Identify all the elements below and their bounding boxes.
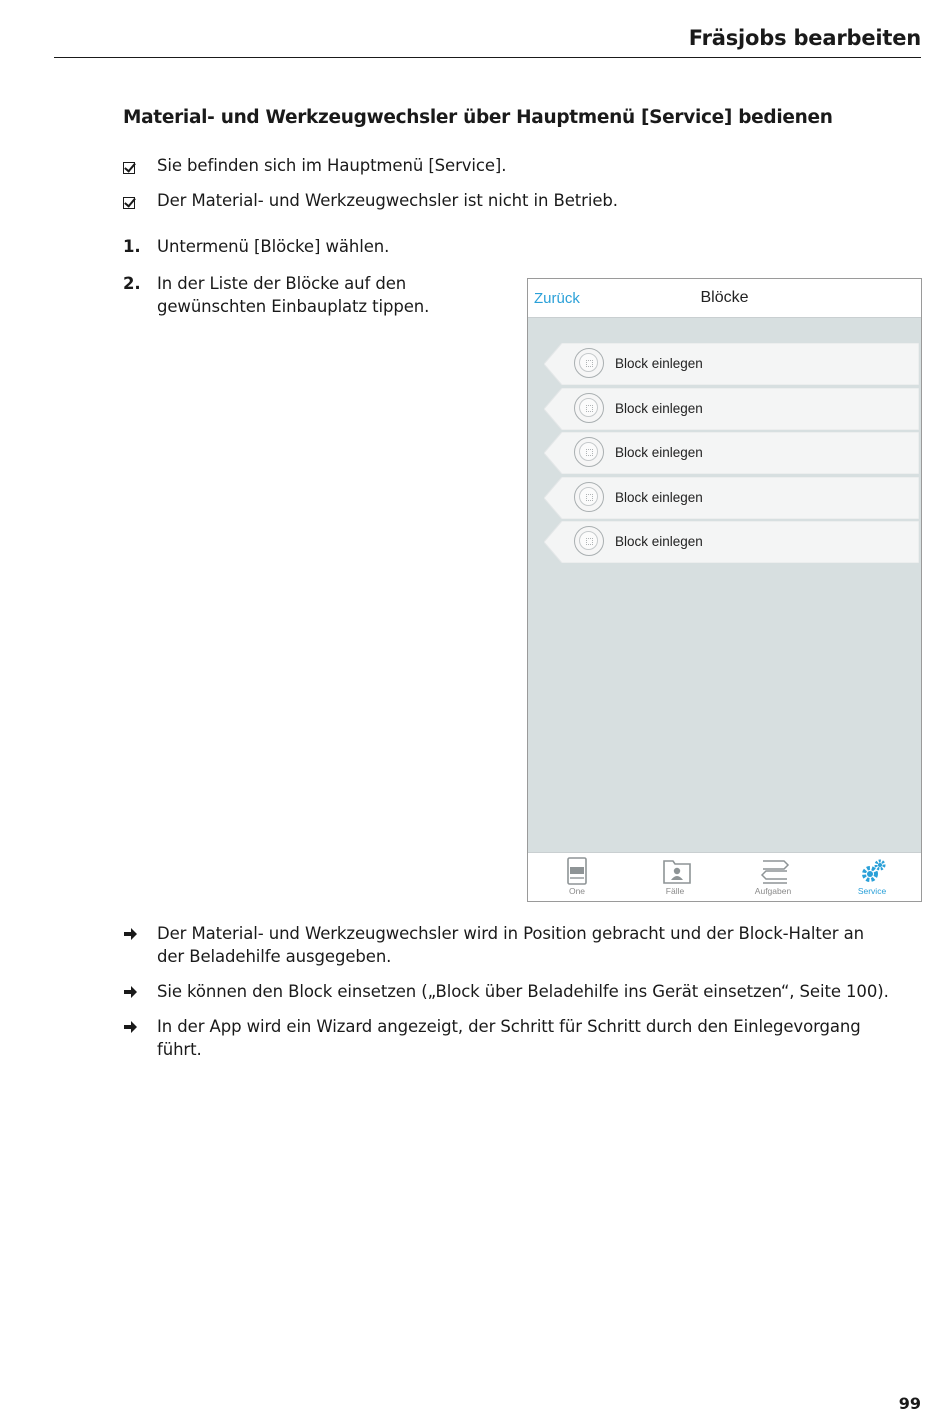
tab-service[interactable] xyxy=(823,853,921,901)
tab-one[interactable] xyxy=(528,853,626,901)
prerequisite-text: Sie befinden sich im Hauptmenü [Service]. xyxy=(157,156,507,175)
tasks-icon xyxy=(760,857,790,885)
result-text xyxy=(157,1015,927,1061)
result-text-line: führt. xyxy=(157,1040,202,1059)
app-navbar xyxy=(528,279,921,318)
back-button[interactable]: Zurück xyxy=(534,290,580,307)
page-number: 99 xyxy=(898,1394,921,1413)
checkbox-icon xyxy=(123,154,153,177)
tab-label: Service xyxy=(857,886,887,896)
step-text xyxy=(157,272,487,318)
step-text: Untermenü [Blöcke] wählen. xyxy=(157,237,390,256)
gears-icon xyxy=(859,857,889,885)
page-header xyxy=(54,22,921,58)
tab-label: Aufgaben xyxy=(754,886,792,896)
result-text-line: der Beladehilfe ausgegeben. xyxy=(157,947,392,966)
tab-aufgaben[interactable] xyxy=(724,853,822,901)
slot-label: Block einlegen xyxy=(615,356,703,371)
nav-title: Blöcke xyxy=(700,289,749,306)
step-number: 1. xyxy=(123,237,141,256)
step-number: 2. xyxy=(123,274,141,293)
tab-faelle[interactable] xyxy=(626,853,724,901)
arrow-right-icon xyxy=(123,980,153,1003)
prerequisite-text: Der Material- und Werkzeugwechsler ist nicht in Betrieb. xyxy=(157,191,618,210)
slot-label: Block einlegen xyxy=(615,490,703,505)
slot-label: Block einlegen xyxy=(615,445,703,460)
tab-label: One xyxy=(568,886,586,896)
block-holder-icon xyxy=(574,348,604,378)
section-title: Material- und Werkzeugwechsler über Hauptmenü [Service] bedienen xyxy=(123,107,833,128)
result-text xyxy=(157,922,927,968)
result-text-line: In der App wird ein Wizard angezeigt, der Schritt für Schritt durch den Einlegevorgang xyxy=(157,1017,861,1036)
slot-item[interactable] xyxy=(544,343,919,385)
tab-bar xyxy=(528,852,921,901)
slot-item[interactable] xyxy=(544,521,919,563)
slot-item[interactable] xyxy=(544,477,919,519)
result-text: Sie können den Block einsetzen („Block über Beladehilfe ins Gerät einsetzen“, Seite 100). xyxy=(157,982,889,1001)
block-holder-icon xyxy=(574,526,604,556)
step-text-line: In der Liste der Blöcke auf den xyxy=(157,274,407,293)
arrow-right-icon xyxy=(123,922,153,945)
slot-label: Block einlegen xyxy=(615,534,703,549)
app-screenshot xyxy=(527,278,922,902)
chapter-title: Fräsjobs bearbeiten xyxy=(688,26,921,50)
slot-item[interactable] xyxy=(544,388,919,430)
block-holder-icon xyxy=(574,437,604,467)
checkbox-icon xyxy=(123,189,153,212)
step-text-line: gewünschten Einbauplatz tippen. xyxy=(157,297,430,316)
patient-folder-icon xyxy=(662,857,692,885)
slot-item[interactable] xyxy=(544,432,919,474)
slot-label: Block einlegen xyxy=(615,401,703,416)
arrow-right-icon xyxy=(123,1015,153,1038)
block-holder-icon xyxy=(574,393,604,423)
result-text-line: Der Material- und Werkzeugwechsler wird in Position gebracht und der Block-Halter an xyxy=(157,924,864,943)
device-icon xyxy=(564,857,590,885)
block-holder-icon xyxy=(574,482,604,512)
tab-label: Fälle xyxy=(665,886,685,896)
